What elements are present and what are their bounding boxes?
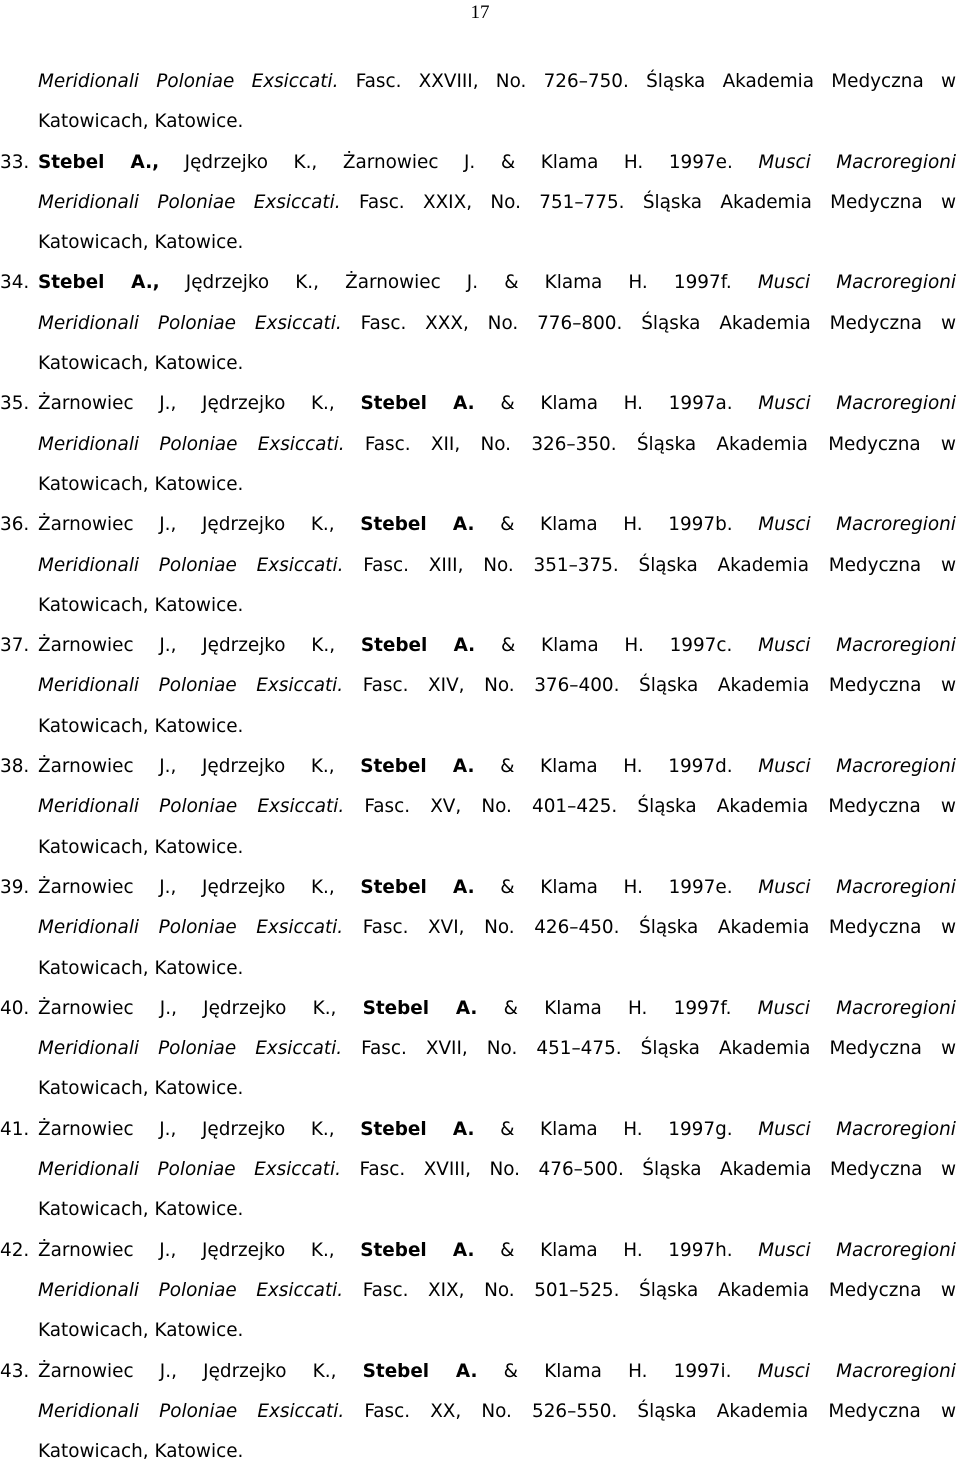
series-title: Meridionali Poloniae Exsiccati. bbox=[38, 554, 344, 576]
work-title: Musci Macroregioni bbox=[758, 756, 956, 778]
entry-number: 40. bbox=[0, 997, 30, 1019]
author-4: Klama H. bbox=[544, 1360, 648, 1382]
reference-entry bbox=[0, 263, 956, 384]
entry-line-place: Katowicach, Katowice. bbox=[38, 473, 244, 495]
entry-line-place: Katowicach, Katowice. bbox=[38, 232, 244, 254]
entry-line-series bbox=[38, 1392, 956, 1432]
entry-line-place: Katowicach, Katowice. bbox=[38, 836, 244, 858]
series-details: Fasc. XII, No. 326–350. Śląska Akademia Medyczna w bbox=[364, 433, 956, 455]
entry-line-series bbox=[38, 304, 956, 344]
entry-line-series bbox=[38, 1029, 956, 1069]
author-4: Klama H. bbox=[541, 635, 644, 657]
series-title: Meridionali Poloniae Exsiccati. bbox=[38, 675, 344, 697]
ampersand: & bbox=[500, 876, 515, 898]
entry-number: 35. bbox=[0, 393, 30, 415]
entry-number: 34. bbox=[0, 272, 30, 294]
work-title: Musci Macroregioni bbox=[758, 1118, 956, 1140]
author-3: Żarnowiec J. bbox=[345, 272, 479, 294]
author-3: Stebel A. bbox=[362, 997, 478, 1019]
author-1: Stebel A., bbox=[38, 272, 160, 294]
entry-line-series bbox=[38, 787, 956, 827]
reference-entry bbox=[0, 989, 956, 1110]
reference-entry bbox=[0, 747, 956, 868]
ampersand: & bbox=[500, 151, 516, 173]
author-2: Jędrzejko K., bbox=[202, 635, 336, 657]
year: 1997g. bbox=[668, 1118, 733, 1140]
author-3: Stebel A. bbox=[362, 1360, 478, 1382]
year: 1997d. bbox=[668, 756, 733, 778]
author-3: Stebel A. bbox=[360, 876, 475, 898]
author-4: Klama H. bbox=[540, 876, 643, 898]
author-2: Jędrzejko K., bbox=[201, 756, 335, 778]
author-2: Jędrzejko K., bbox=[202, 393, 335, 415]
series-title: Meridionali Poloniae Exsiccati. bbox=[38, 433, 345, 455]
author-3: Stebel A. bbox=[360, 514, 475, 536]
year: 1997f. bbox=[673, 997, 732, 1019]
series-details: Fasc. XVII, No. 451–475. Śląska Akademia Medyczna w bbox=[361, 1038, 956, 1060]
entry-line-authors bbox=[38, 1352, 956, 1392]
ampersand: & bbox=[500, 1239, 515, 1261]
author-2: Jędrzejko K., bbox=[201, 1118, 335, 1140]
entry-number: 39. bbox=[0, 876, 30, 898]
reference-list bbox=[0, 62, 957, 1472]
series-title: Meridionali Poloniae Exsiccati. bbox=[38, 1038, 343, 1060]
series-details: Fasc. XX, No. 526–550. Śląska Akademia Medyczna w bbox=[364, 1400, 956, 1422]
entry-line-authors bbox=[38, 989, 956, 1029]
entry-line-authors bbox=[38, 747, 956, 787]
work-title: Musci Macroregioni bbox=[758, 151, 956, 173]
entry-number: 36. bbox=[0, 514, 30, 536]
entry-line-place: Katowicach, Katowice. bbox=[38, 1078, 244, 1100]
entry-line-place: Katowicach, Katowice. bbox=[38, 1199, 244, 1221]
series-details: Fasc. XVIII, No. 476–500. Śląska Akademia Medyczna w bbox=[359, 1159, 956, 1181]
author-4: Klama H. bbox=[540, 514, 643, 536]
author-1: Stebel A., bbox=[38, 151, 160, 173]
series-details: Fasc. XIV, No. 376–400. Śląska Akademia Medyczna w bbox=[362, 675, 956, 697]
author-3: Stebel A. bbox=[360, 1239, 475, 1261]
work-title: Musci Macroregioni bbox=[758, 1239, 956, 1261]
entry-line-place: Katowicach, Katowice. bbox=[38, 594, 244, 616]
author-2: Jędrzejko K., bbox=[202, 876, 335, 898]
year: 1997i. bbox=[673, 1360, 732, 1382]
year: 1997b. bbox=[668, 514, 733, 536]
series-details: Fasc. XIX, No. 501–525. Śląska Akademia Medyczna w bbox=[362, 1279, 956, 1301]
author-4: Klama H. bbox=[544, 997, 648, 1019]
ampersand: & bbox=[503, 997, 518, 1019]
author-4: Klama H. bbox=[540, 1239, 643, 1261]
entries bbox=[0, 143, 956, 1473]
entry-number: 33. bbox=[0, 151, 30, 173]
author-1: Żarnowiec J., bbox=[38, 876, 177, 898]
ampersand: & bbox=[504, 272, 519, 294]
series-details: Fasc. XIII, No. 351–375. Śląska Akademia Medyczna w bbox=[363, 554, 956, 576]
author-2: Jędrzejko K., bbox=[201, 1239, 335, 1261]
year: 1997h. bbox=[668, 1239, 733, 1261]
author-1: Żarnowiec J., bbox=[38, 1360, 177, 1382]
entry-number: 38. bbox=[0, 756, 30, 778]
series-title: Meridionali Poloniae Exsiccati. bbox=[38, 71, 339, 92]
author-4: Klama H. bbox=[540, 756, 643, 778]
ampersand: & bbox=[500, 514, 515, 536]
year: 1997c. bbox=[669, 635, 733, 657]
work-title: Musci Macroregioni bbox=[757, 997, 956, 1019]
entry-line-place: Katowicach, Katowice. bbox=[38, 1320, 244, 1342]
entry-line-authors bbox=[38, 1231, 956, 1271]
entry-line-series bbox=[38, 1271, 956, 1311]
entry-line-authors bbox=[38, 1110, 956, 1150]
author-1: Żarnowiec J., bbox=[38, 997, 177, 1019]
entry-line-authors bbox=[38, 263, 956, 303]
series-title: Meridionali Poloniae Exsiccati. bbox=[38, 796, 345, 818]
ampersand: & bbox=[500, 1118, 515, 1140]
reference-entry bbox=[0, 1231, 956, 1352]
author-4: Klama H. bbox=[540, 393, 643, 415]
work-title: Musci Macroregioni bbox=[757, 1360, 956, 1382]
author-2: Jędrzejko K., bbox=[203, 1360, 337, 1382]
work-title: Musci Macroregioni bbox=[758, 393, 956, 415]
author-3: Stebel A. bbox=[360, 393, 475, 415]
series-title: Meridionali Poloniae Exsiccati. bbox=[38, 917, 344, 939]
author-1: Żarnowiec J., bbox=[38, 393, 177, 415]
author-2: Jędrzejko K., bbox=[203, 997, 337, 1019]
continuation-line-2: Katowicach, Katowice. bbox=[38, 111, 244, 133]
work-title: Musci Macroregioni bbox=[757, 272, 956, 294]
reference-entry bbox=[0, 1110, 956, 1231]
series-details: Fasc. XXVIII, No. 726–750. Śląska Akademia Medyczna w bbox=[355, 71, 957, 92]
author-4: Klama H. bbox=[544, 272, 648, 294]
entry-line-authors bbox=[38, 505, 956, 545]
entry-line-authors bbox=[38, 143, 956, 183]
work-title: Musci Macroregioni bbox=[758, 876, 956, 898]
author-1: Żarnowiec J., bbox=[38, 1118, 177, 1140]
author-2: Jędrzejko K., bbox=[201, 514, 335, 536]
year: 1997a. bbox=[668, 393, 733, 415]
series-title: Meridionali Poloniae Exsiccati. bbox=[38, 1159, 341, 1181]
entry-line-authors bbox=[38, 384, 956, 424]
ampersand: & bbox=[500, 393, 515, 415]
author-1: Żarnowiec J., bbox=[38, 1239, 177, 1261]
ampersand: & bbox=[503, 1360, 519, 1382]
entry-line-authors bbox=[38, 868, 956, 908]
year: 1997e. bbox=[668, 876, 733, 898]
author-3: Stebel A. bbox=[360, 756, 475, 778]
author-4: Klama H. bbox=[540, 151, 644, 173]
entry-number: 43. bbox=[0, 1360, 30, 1382]
continuation-line-1 bbox=[38, 62, 956, 102]
author-1: Żarnowiec J., bbox=[38, 635, 177, 657]
author-2: Jędrzejko K., bbox=[185, 272, 319, 294]
author-1: Żarnowiec J., bbox=[38, 756, 177, 778]
author-2: Jędrzejko K., bbox=[184, 151, 318, 173]
series-details: Fasc. XXIX, No. 751–775. Śląska Akademia Medyczna w bbox=[358, 191, 956, 213]
entry-line-place: Katowicach, Katowice. bbox=[38, 957, 244, 979]
series-details: Fasc. XXX, No. 776–800. Śląska Akademia Medyczna w bbox=[360, 312, 956, 334]
entry-line-series bbox=[38, 183, 956, 223]
entry-line-series bbox=[38, 666, 956, 706]
entry-line-series bbox=[38, 546, 956, 586]
entry-line-series bbox=[38, 908, 956, 948]
year: 1997e. bbox=[668, 151, 733, 173]
series-title: Meridionali Poloniae Exsiccati. bbox=[38, 312, 342, 334]
year: 1997f. bbox=[673, 272, 732, 294]
page-number: 17 bbox=[470, 2, 490, 23]
author-3: Stebel A. bbox=[360, 1118, 475, 1140]
series-title: Meridionali Poloniae Exsiccati. bbox=[38, 1279, 344, 1301]
reference-entry bbox=[0, 626, 956, 747]
author-4: Klama H. bbox=[540, 1118, 643, 1140]
reference-entry bbox=[0, 384, 956, 505]
entry-number: 42. bbox=[0, 1239, 30, 1261]
entry-line-series bbox=[38, 1150, 956, 1190]
series-details: Fasc. XVI, No. 426–450. Śląska Akademia Medyczna w bbox=[362, 917, 956, 939]
author-3: Żarnowiec J. bbox=[342, 151, 476, 173]
reference-entry bbox=[0, 868, 956, 989]
entry-number: 41. bbox=[0, 1118, 30, 1140]
entry-line-place: Katowicach, Katowice. bbox=[38, 353, 244, 375]
entry-number: 37. bbox=[0, 635, 30, 657]
work-title: Musci Macroregioni bbox=[758, 514, 956, 536]
reference-entry bbox=[0, 1352, 956, 1473]
ampersand: & bbox=[500, 756, 515, 778]
entry-line-authors bbox=[38, 626, 956, 666]
work-title: Musci Macroregioni bbox=[758, 635, 956, 657]
reference-entry bbox=[0, 505, 956, 626]
series-details: Fasc. XV, No. 401–425. Śląska Akademia Medyczna w bbox=[364, 796, 956, 818]
entry-line-series bbox=[38, 425, 956, 465]
author-1: Żarnowiec J., bbox=[38, 514, 177, 536]
author-3: Stebel A. bbox=[360, 635, 476, 657]
series-title: Meridionali Poloniae Exsiccati. bbox=[38, 191, 341, 213]
entry-line-place: Katowicach, Katowice. bbox=[38, 1441, 244, 1463]
series-title: Meridionali Poloniae Exsiccati. bbox=[38, 1400, 345, 1422]
reference-entry bbox=[0, 143, 956, 264]
entry-line-place: Katowicach, Katowice. bbox=[38, 715, 244, 737]
ampersand: & bbox=[500, 635, 516, 657]
